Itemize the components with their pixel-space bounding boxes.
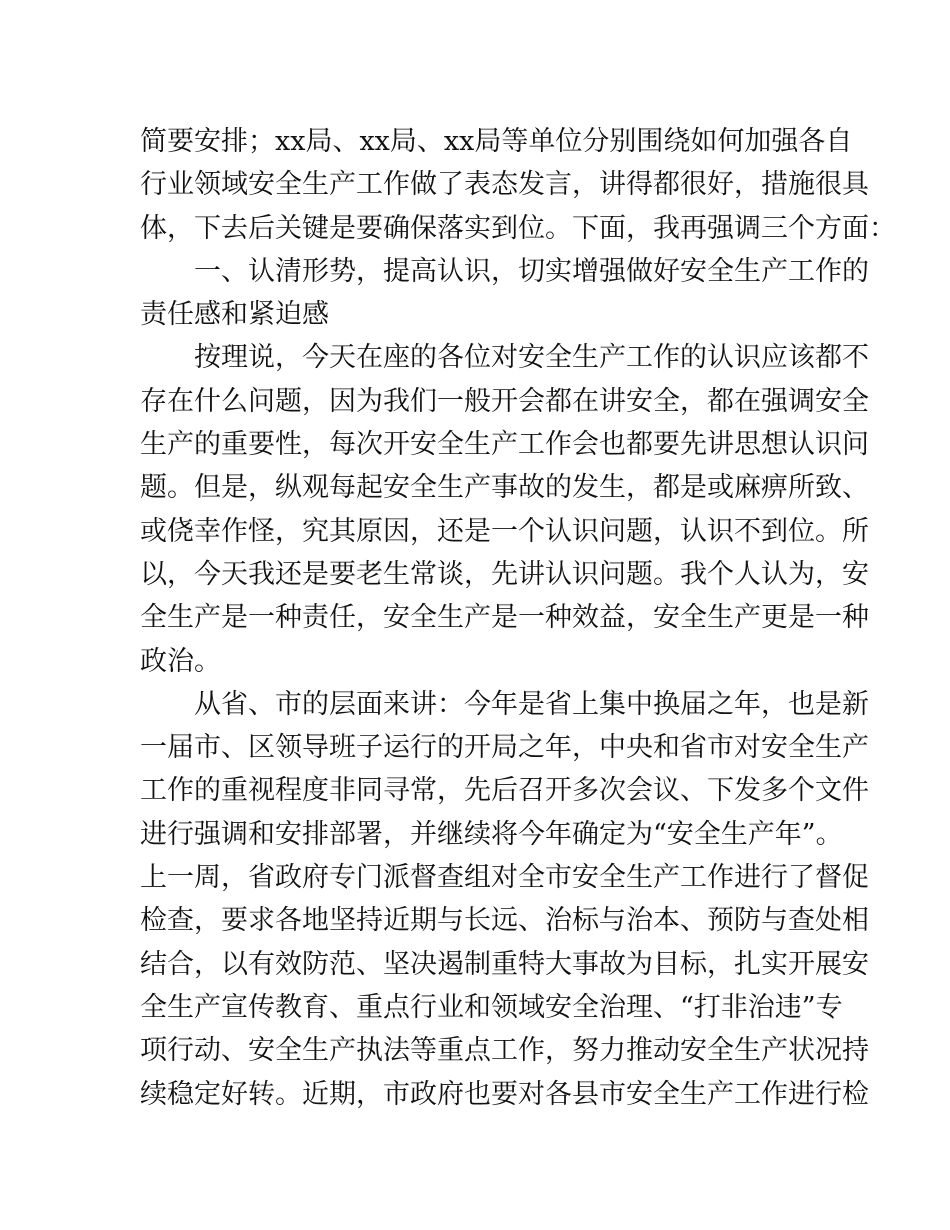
text-line: 按理说，今天在座的各位对安全生产工作的认识应该都不 [194,342,869,374]
section-heading-line: 一、认清形势，提高认识，切实增强做好安全生产工作的 [194,255,869,287]
text-line: 检查，要求各地坚持近期与长远、治标与治本、预防与查处相 [140,905,869,937]
text-line: 从省、市的层面来讲：今年是省上集中换届之年，也是新 [194,688,869,720]
text-line: 政治。 [140,645,221,677]
text-line: 一届市、区领导班子运行的开局之年，中央和省市对安全生产 [140,732,869,764]
text-line: 项行动、安全生产执法等重点工作，努力推动安全生产状况持 [140,1035,869,1067]
text-line: 题。但是，纵观每起安全生产事故的发生，都是或麻痹所致、 [140,472,869,504]
section-heading-line: 责任感和紧迫感 [140,299,329,331]
text-line: 生产的重要性，每次开安全生产工作会也都要先讲思想认识问 [140,429,869,461]
text-line: 以，今天我还是要老生常谈，先讲认识问题。我个人认为，安 [140,558,869,590]
text-line: 上一周，省政府专门派督查组对全市安全生产工作进行了督促 [140,862,869,894]
text-line: 全生产宣传教育、重点行业和领域安全治理、“打非治违”专 [140,991,843,1023]
text-line: 体，下去后关键是要确保落实到位。下面，我再强调三个方面： [140,212,896,244]
text-line: 进行强调和安排部署，并继续将今年确定为“安全生产年”。 [140,818,843,850]
text-line: 续稳定好转。近期，市政府也要对各县市安全生产工作进行检 [140,1078,869,1110]
text-line: 或侥幸作怪，究其原因，还是一个认识问题，认识不到位。所 [140,515,869,547]
text-line: 行业领域安全生产工作做了表态发言，讲得都很好，措施很具 [140,169,869,201]
text-line: 存在什么问题，因为我们一般开会都在讲安全，都在强调安全 [140,385,869,417]
text-line: 工作的重视程度非同寻常，先后召开多次会议、下发多个文件 [140,775,869,807]
text-line: 简要安排；xx局、xx局、xx局等单位分别围绕如何加强各自 [140,126,853,157]
document-body [140,120,896,1116]
text-line: 全生产是一种责任，安全生产是一种效益，安全生产更是一种 [140,602,869,634]
text-line: 结合，以有效防范、坚决遏制重特大事故为目标，扎实开展安 [140,948,869,980]
